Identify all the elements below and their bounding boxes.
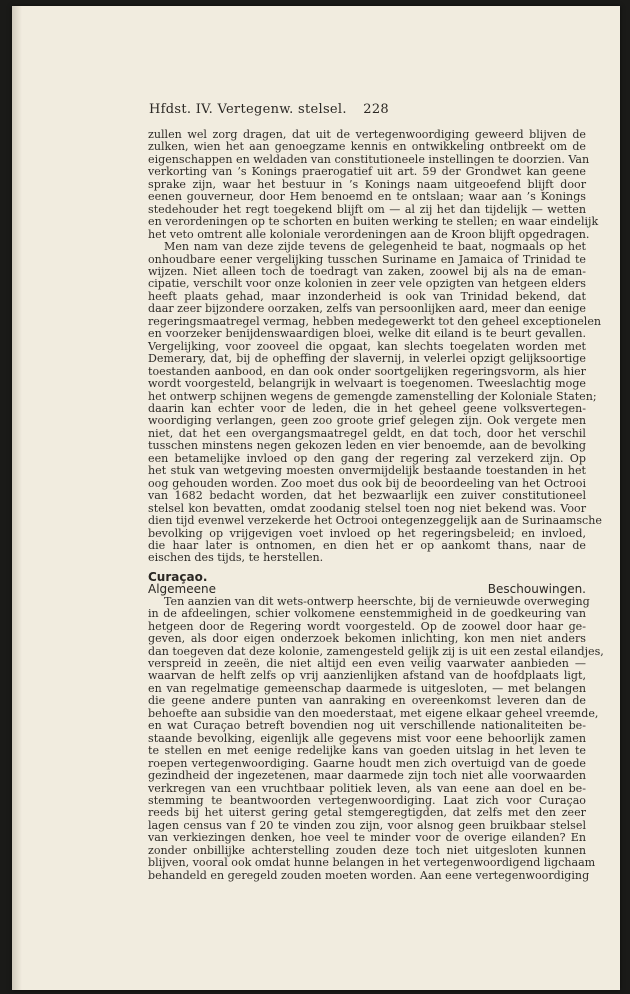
text-line: en wat Curaçao betreft bovendien nog uit verschillende nationaliteiten be- (148, 719, 586, 733)
text-line: woordiging verlangen, geen zoo groote grief gelegen zijn. Ook vergete men (148, 414, 586, 428)
text-line: het ontwerp schijnen wegens de gemengde zamenstelling der Koloniale Staten; (148, 389, 597, 403)
text-line: bevolking op vrijgevigen voet invloed op het regeringsbeleid; en invloed, (148, 526, 586, 540)
text-line: verkregen van een vruchtbaar politiek leven, als van eene aan doel en be- (148, 781, 586, 795)
text-line: zonder onbillijke achterstelling zouden deze toch niet uitgesloten kunnen (148, 843, 586, 857)
text-line: sprake zijn, waar het bestuur in ’s Konings naam uitgeoefend blijft door (148, 177, 586, 191)
text-line: eischen des tijds, te herstellen. (148, 551, 324, 565)
text-line: daarin kan echter voor de leden, die in het geheel geene volksvertegen- (148, 401, 586, 415)
body-text (148, 128, 604, 882)
text-line: het stuk van wetgeving moesten onvermijdelijk bestaande toestanden in het (148, 464, 586, 478)
text-line: behoefte aan subsidie van den moederstaat, met eigene elkaar geheel vreemde, (148, 706, 599, 720)
running-head-title: Hfdst. IV. Vertegenw. stelsel. (149, 102, 347, 117)
text-line: wijzen. Niet alleen toch de toedragt van zaken, zoowel bij als na de eman- (148, 264, 586, 278)
text-line: behandeld en geregeld zouden moeten worden. Aan eene vertegenwoordiging (148, 868, 590, 882)
page-number: 228 (363, 102, 389, 117)
text-line: dan toegeven dat deze kolonie, zamengesteld gelijk zij is uit een zestal eilandjes, (148, 644, 604, 658)
text-line: te stellen en met eenige redelijke kans van goeden uitslag in het leven te (148, 744, 586, 758)
text-line: gezindheid der ingezetenen, maar daarmede zijn toch niet alle voorwaarden (148, 769, 586, 783)
text-line: heeft plaats gehad, maar inzonderheid is ook van Trinidad bekend, dat (148, 289, 586, 303)
text-line: hetgeen door de Regering wordt voorgesteld. Op de zoowel door haar ge- (148, 619, 586, 633)
text-line: Vergelijking, voor zooveel die opgaat, kan slechts toegelaten worden met (148, 339, 586, 353)
text-line: onhoudbare eener vergelijking tusschen Suriname en Jamaica of Trinidad te (148, 252, 586, 266)
text-line: en verordeningen op te schorten en buiten werking te stellen; en waar eindelijk (148, 215, 599, 229)
text-line: Demerary, dat, bij de opheffing der slavernij, in velerlei opzigt gelijksoortige (148, 352, 586, 366)
text-line: niet, dat het een overgangsmaatregel geldt, en dat toch, door het verschil (148, 426, 586, 440)
text-line: verspreid in zeeën, die niet altijd een even veilig vaarwater aanbieden — (148, 657, 586, 671)
text-line: oog gehouden worden. Zoo moet dus ook bij de beoordeeling van het Octrooi (148, 476, 586, 490)
text-line: stemming te beantwoorden vertegenwoordiging. Laat zich voor Curaçao (148, 794, 586, 808)
text-line: dien tijd evenwel verzekerde het Octrooi ontegenzeggelijk aan de Surinaamsche (148, 514, 602, 528)
text-line: en voorzeker benijdenswaardigen bloei, welke dit eiland is te beurt gevallen. (148, 327, 586, 341)
paragraph-men-nam (148, 240, 602, 565)
section-subheading: Algemeene Beschouwingen. (148, 582, 586, 597)
text-line: wordt voorgesteld, belangrijk in welvaart is toegenomen. Tweeslachtig moge (148, 377, 586, 391)
text-line: eenen gouverneur, door Hem benoemd en te ontslaan; waar aan ’s Konings (148, 190, 586, 204)
text-line: stelsel kon bevatten, omdat zoodanig stelsel toen nog niet bekend was. Voor (148, 501, 586, 515)
text-line: geven, als door eigen onderzoek bekomen inlichting, kon men niet anders (148, 632, 586, 646)
text-line: lagen census van f 20 te vinden zou zijn, voor alsnog geen bruikbaar stelsel (148, 818, 586, 832)
text-line: daar zeer bijzondere oorzaken, zelfs van persoonlijken aard, meer dan eenige (148, 302, 586, 316)
text-line: blijven, vooral ook omdat hunne belangen in het vertegenwoordigend ligchaam (148, 856, 596, 870)
text-line: reeds bij het uiterst gering getal stemgeregtigden, dat zelfs met den zeer (148, 806, 586, 820)
text-line: waarvan de helft zelfs op vrij aanzienlijken afstand van de hoofdplaats ligt, (148, 669, 586, 683)
text-line: regeringsmaatregel vermag, hebben medegewerkt tot den geheel exceptionelen (148, 314, 602, 328)
text-line: en van regelmatige gemeenschap daarmede is uitgesloten, — met belangen (148, 681, 586, 695)
running-head (149, 102, 389, 117)
text-line: zulken, wien het aan genoegzame kennis en ontwikkeling ontbreekt om de (148, 140, 586, 154)
text-line: die geene andere punten van aanraking en overeenkomst leveren dan de (148, 694, 586, 708)
text-line: stedehouder het regt toegekend blijft om — al zij het dan tijdelijk — wetten (148, 202, 586, 216)
text-line: zullen wel zorg dragen, dat uit de vertegenwoordiging geweerd blijven de (148, 128, 586, 141)
text-line: eigenschappen en weldaden van constitutioneele instellingen te doorzien. Van (148, 152, 590, 166)
text-line: Men nam van deze zijde tevens de gelegenheid te baat, nogmaals op het (164, 240, 586, 254)
text-line: tusschen minstens negen gekozen leden en vier benoemde, aan de bevolking (148, 439, 586, 453)
paragraph-continuation (148, 128, 599, 241)
section-heading-curacao: Curaçao. (148, 569, 208, 584)
text-line: van verkiezingen denken, hoe veel te minder voor de overige eilanden? En (148, 831, 586, 845)
text-line: roepen vertegenwoordiging. Gaarne houdt men zich overtuigd van de goede (148, 756, 586, 770)
page-gutter-shadow (12, 6, 22, 990)
text-line: staande bevolking, eigenlijk alle gegevens mist voor eene behoorlijk zamen (148, 731, 586, 745)
text-line: een betamelijke invloed op den gang der regering zal verzekerd zijn. Op (148, 451, 586, 465)
text-line: die haar later is ontnomen, en dien het er op aankomt thans, naar de (148, 538, 586, 552)
text-line: in de afdeelingen, schier volkomene eenstemmigheid in de goedkeuring van (148, 607, 586, 621)
paragraph-ten-aanzien (148, 594, 604, 882)
book-page (12, 6, 620, 990)
text-line: verkorting van ’s Konings praerogatief uit art. 59 der Grondwet kan geene (148, 165, 586, 179)
text-line: cipatie, verschilt voor onze kolonien in zeer vele opzigten van hetgeen elders (148, 277, 586, 291)
text-line: van 1682 bedacht worden, dat het bezwaarlijk een zuiver constitutioneel (148, 489, 586, 503)
text-line: toestanden aanbood, en dan ook onder soortgelijken regeringsvorm, als hier (148, 364, 586, 378)
text-line: Ten aanzien van dit wets-ontwerp heerschte, bij de vernieuwde overweging (164, 594, 590, 608)
text-line: het veto omtrent alle koloniale verordeningen aan de Kroon blijft opgedragen. (148, 227, 590, 241)
